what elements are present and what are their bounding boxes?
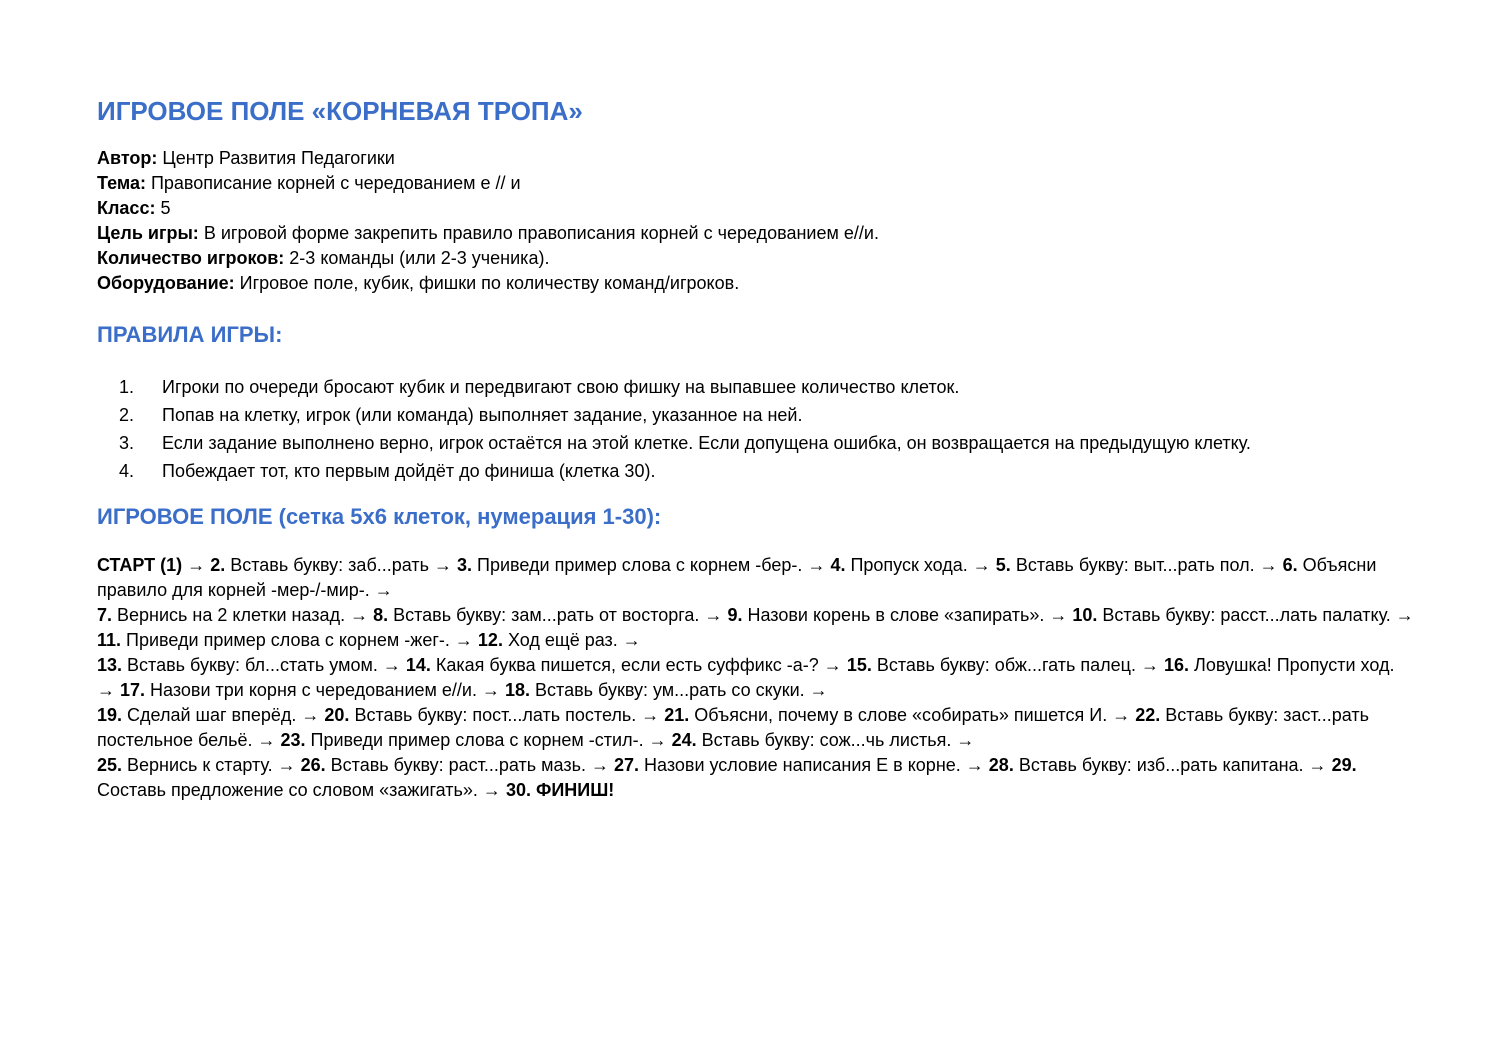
field-cell xyxy=(506,780,614,800)
arrow-icon: → xyxy=(699,605,728,625)
arrow-icon: → xyxy=(296,705,325,725)
meta-grade xyxy=(97,196,1417,221)
cell-task: Вставь букву: заст...рать постельное бельё. xyxy=(97,705,1369,750)
rules-list xyxy=(97,375,1417,484)
field-cell xyxy=(989,755,1304,775)
field-cell xyxy=(664,705,1107,725)
cell-number: 7. xyxy=(97,605,113,625)
cell-number: 23. xyxy=(280,730,306,750)
cell-number: 15. xyxy=(846,655,872,675)
cell-task: Вставь букву: раст...рать мазь. xyxy=(325,755,586,775)
cell-number: 9. xyxy=(727,605,743,625)
arrow-icon: → xyxy=(967,555,996,575)
field-cell xyxy=(505,680,805,700)
arrow-icon: → xyxy=(1044,605,1073,625)
cell-task: Назови три корня с чередованием е//и. xyxy=(145,680,477,700)
rule-text: Если задание выполнено верно, игрок остаётся на этой клетке. Если допущена ошибка, он возвращается на предыдущую клетку. xyxy=(162,433,1251,453)
field-cell xyxy=(301,755,586,775)
arrow-icon: → xyxy=(377,655,406,675)
rule-item xyxy=(97,459,1417,484)
cell-number: 26. xyxy=(300,755,326,775)
cell-task: Ход ещё раз. xyxy=(502,630,618,650)
cell-task: Объясни правило для корней -мер-/-мир-. xyxy=(97,555,1377,600)
arrow-icon: → xyxy=(429,555,458,575)
meta-topic xyxy=(97,171,1417,196)
rule-number: 3. xyxy=(119,433,135,453)
field-cell xyxy=(97,555,182,575)
field-cell xyxy=(614,755,961,775)
field-cell xyxy=(97,755,273,775)
arrow-icon: → xyxy=(369,580,393,600)
cell-number: 11. xyxy=(97,630,122,650)
field-cell xyxy=(97,605,345,625)
field-cell xyxy=(210,555,429,575)
cell-task: Вставь букву: обж...гать палец. xyxy=(871,655,1136,675)
arrow-icon: → xyxy=(97,680,121,700)
meta-goal xyxy=(97,221,1417,246)
arrow-icon: → xyxy=(643,730,672,750)
arrow-icon: → xyxy=(449,630,478,650)
field-cell xyxy=(830,555,967,575)
meta-value: Игровое поле, кубик, фишки по количеству команд/игроков. xyxy=(234,273,740,293)
document-title: ИГРОВОЕ ПОЛЕ «КОРНЕВАЯ ТРОПА» xyxy=(97,96,583,126)
cell-number: 12. xyxy=(477,630,503,650)
cell-number: 25. xyxy=(97,755,123,775)
cell-number: 10. xyxy=(1072,605,1098,625)
cell-task: Назови корень в слове «запирать». xyxy=(742,605,1045,625)
rules-heading: ПРАВИЛА ИГРЫ: xyxy=(97,322,283,347)
game-field-text xyxy=(97,553,1417,803)
cell-number: 29. xyxy=(1331,755,1357,775)
cell-number: 4. xyxy=(830,555,846,575)
field-cell xyxy=(97,630,450,650)
meta-label: Автор: xyxy=(97,148,158,168)
field-cell xyxy=(727,605,1044,625)
meta-label: Количество игроков: xyxy=(97,248,285,268)
cell-number: 30. ФИНИШ! xyxy=(505,780,615,800)
cell-task: Приведи пример слова с корнем -жег-. xyxy=(121,630,450,650)
arrow-icon: → xyxy=(1390,605,1414,625)
meta-value: Правописание корней с чередованием е // и xyxy=(145,173,521,193)
arrow-icon: → xyxy=(182,555,211,575)
arrow-icon: → xyxy=(252,730,281,750)
cell-task: Вставь букву: бл...стать умом. xyxy=(122,655,378,675)
cell-number: 19. xyxy=(97,705,123,725)
meta-value: В игровой форме закрепить правило правописания корней с чередованием е//и. xyxy=(198,223,879,243)
meta-label: Тема: xyxy=(97,173,146,193)
cell-task: Ловушка! Пропусти ход. xyxy=(1189,655,1395,675)
arrow-icon: → xyxy=(272,755,301,775)
field-cell xyxy=(281,730,644,750)
field-cell xyxy=(324,705,636,725)
arrow-icon: → xyxy=(476,680,505,700)
rule-text: Игроки по очереди бросают кубик и передвигают свою фишку на выпавшее количество клеток. xyxy=(162,377,960,397)
arrow-icon: → xyxy=(617,630,641,650)
arrow-icon: → xyxy=(1303,755,1332,775)
field-cell xyxy=(1072,605,1390,625)
cell-number: 16. xyxy=(1163,655,1190,675)
arrow-icon: → xyxy=(477,780,506,800)
cell-task: Объясни, почему в слове «собирать» пишется И. xyxy=(689,705,1108,725)
cell-task: Вернись к старту. xyxy=(122,755,273,775)
arrow-icon: → xyxy=(1107,705,1136,725)
arrow-icon: → xyxy=(345,605,374,625)
meta-value: Центр Развития Педагогики xyxy=(157,148,395,168)
cell-task: Вставь букву: пост...лать постель. xyxy=(349,705,637,725)
cell-task: Сделай шаг вперёд. xyxy=(122,705,297,725)
cell-task: Вставь букву: зам...рать от восторга. xyxy=(388,605,700,625)
rule-number: 4. xyxy=(119,461,135,481)
rule-text: Попав на клетку, игрок (или команда) выполняет задание, указанное на ней. xyxy=(162,405,803,425)
cell-number: 17. xyxy=(120,680,146,700)
cell-task: Вставь букву: выт...рать пол. xyxy=(1010,555,1255,575)
cell-task: Вставь букву: расст...лать палатку. xyxy=(1097,605,1391,625)
rule-text: Побеждает тот, кто первым дойдёт до финиша (клетка 30). xyxy=(162,461,656,481)
cell-number: 22. xyxy=(1135,705,1161,725)
cell-number: 6. xyxy=(1282,555,1298,575)
meta-label: Цель игры: xyxy=(97,223,199,243)
rule-item xyxy=(97,403,1417,428)
arrow-icon: → xyxy=(585,755,614,775)
meta-author xyxy=(97,146,1417,171)
cell-number: 5. xyxy=(995,555,1011,575)
meta-label: Оборудование: xyxy=(97,273,235,293)
rule-number: 1. xyxy=(119,377,135,397)
field-cell xyxy=(97,705,296,725)
cell-number: 14. xyxy=(405,655,431,675)
cell-number: 8. xyxy=(373,605,389,625)
meta-label: Класс: xyxy=(97,198,156,218)
cell-number: 24. xyxy=(671,730,697,750)
arrow-icon: → xyxy=(960,755,989,775)
arrow-icon: → xyxy=(951,730,975,750)
cell-task: Какая буква пишется, если есть суффикс -а-? xyxy=(430,655,819,675)
arrow-icon: → xyxy=(818,655,847,675)
field-cell xyxy=(406,655,819,675)
field-cell xyxy=(1164,655,1394,675)
cell-task: Назови условие написания Е в корне. xyxy=(639,755,961,775)
field-cell xyxy=(97,655,378,675)
field-cell xyxy=(457,555,802,575)
meta-value: 5 xyxy=(155,198,171,218)
cell-task: Приведи пример слова с корнем -бер-. xyxy=(472,555,803,575)
cell-number: 13. xyxy=(97,655,123,675)
meta-value: 2-3 команды (или 2-3 ученика). xyxy=(284,248,550,268)
cell-task: Пропуск хода. xyxy=(845,555,968,575)
cell-number: 2. xyxy=(210,555,226,575)
field-cell xyxy=(373,605,699,625)
arrow-icon: → xyxy=(804,680,828,700)
rule-item xyxy=(97,431,1417,456)
field-cell xyxy=(996,555,1255,575)
document-content xyxy=(97,92,1417,803)
cell-task: Вставь букву: сож...чь листья. xyxy=(696,730,952,750)
cell-task: Составь предложение со словом «зажигать». xyxy=(97,780,478,800)
rule-item xyxy=(97,375,1417,400)
arrow-icon: → xyxy=(802,555,831,575)
field-cell xyxy=(478,630,618,650)
cell-task: Вставь букву: ум...рать со скуки. xyxy=(530,680,805,700)
cell-number: СТАРТ (1) xyxy=(97,555,183,575)
cell-task: Вернись на 2 клетки назад. xyxy=(112,605,346,625)
cell-task: Вставь букву: изб...рать капитана. xyxy=(1013,755,1304,775)
cell-task: Вставь букву: заб...рать xyxy=(225,555,430,575)
rule-number: 2. xyxy=(119,405,135,425)
meta-players xyxy=(97,246,1417,271)
cell-number: 28. xyxy=(988,755,1014,775)
field-heading: ИГРОВОЕ ПОЛЕ (сетка 5х6 клеток, нумерация 1-30): xyxy=(97,504,662,529)
cell-number: 20. xyxy=(324,705,350,725)
cell-number: 21. xyxy=(664,705,690,725)
cell-number: 27. xyxy=(613,755,640,775)
field-cell xyxy=(847,655,1136,675)
field-cell xyxy=(672,730,952,750)
cell-number: 3. xyxy=(457,555,473,575)
arrow-icon: → xyxy=(636,705,665,725)
field-cell xyxy=(120,680,477,700)
meta-equipment xyxy=(97,271,1417,296)
cell-number: 18. xyxy=(505,680,531,700)
arrow-icon: → xyxy=(1135,655,1164,675)
meta-block xyxy=(97,146,1417,296)
arrow-icon: → xyxy=(1254,555,1283,575)
cell-task: Приведи пример слова с корнем -стил-. xyxy=(305,730,644,750)
